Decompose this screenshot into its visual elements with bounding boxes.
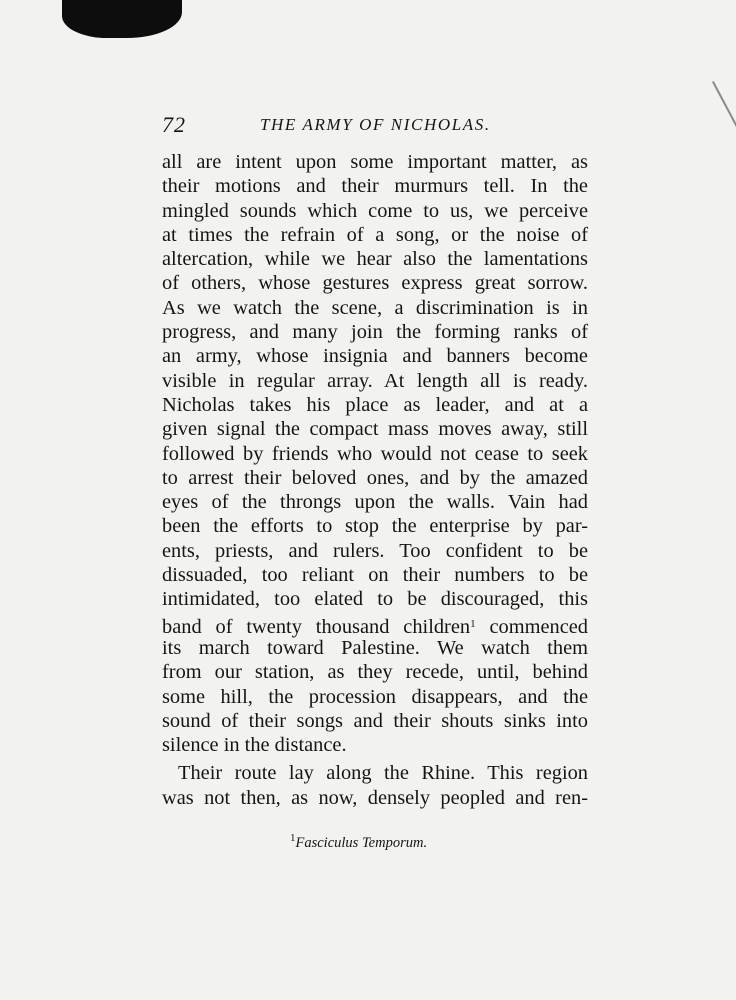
footnote-reference: 1: [470, 617, 476, 630]
ink-blot-drip: [92, 20, 132, 38]
footnote: [290, 832, 427, 852]
text-line: given signal the compact mass moves away, still: [162, 418, 588, 441]
text-line: Nicholas takes his place as leader, and at a: [162, 393, 588, 416]
page-number: 72: [162, 112, 186, 137]
text-line: at times the refrain of a song, or the noise of: [162, 223, 588, 246]
text-line: Their route lay along the Rhine. This region: [178, 762, 588, 785]
text-line: dissuaded, too reliant on their numbers to be: [162, 564, 588, 587]
text-line: its march toward Palestine. We watch them: [162, 636, 588, 659]
text-segment: commenced: [475, 615, 588, 638]
page-header: [162, 112, 590, 142]
text-line: an army, whose insignia and banners become: [162, 345, 588, 368]
text-line: mingled sounds which come to us, we perceive: [162, 199, 588, 222]
page-edge-mark: [712, 81, 736, 144]
text-line: their motions and their murmurs tell. In the: [162, 175, 588, 198]
text-line: some hill, the procession disappears, and the: [162, 685, 588, 708]
body-text: [162, 150, 588, 810]
text-line-with-footnote-ref: [162, 612, 588, 636]
text-line: of others, whose gestures express great sorrow.: [162, 272, 588, 295]
text-line: altercation, while we hear also the lamentations: [162, 248, 588, 271]
text-line: visible in regular array. At length all is ready.: [162, 369, 588, 392]
running-head: THE ARMY OF NICHOLAS.: [260, 115, 491, 134]
text-line: was not then, as now, densely peopled and ren-: [162, 786, 588, 809]
text-line: progress, and many join the forming ranks of: [162, 321, 588, 344]
text-line: intimidated, too elated to be discouraged, this: [162, 588, 588, 611]
text-line: from our station, as they recede, until, behind: [162, 661, 588, 684]
text-line: to arrest their beloved ones, and by the amazed: [162, 466, 588, 489]
text-line: followed by friends who would not cease to seek: [162, 442, 588, 465]
footnote-text: Fasciculus Temporum.: [295, 835, 428, 851]
text-line: silence in the distance.: [162, 734, 347, 757]
text-line: sound of their songs and their shouts sinks into: [162, 709, 588, 732]
footnote-marker: 1: [290, 832, 296, 844]
text-line: As we watch the scene, a discrimination is in: [162, 296, 588, 319]
text-segment: band of twenty thousand children: [162, 615, 471, 638]
text-line: ents, priests, and rulers. Too confident to be: [162, 539, 588, 562]
text-line: eyes of the throngs upon the walls. Vain had: [162, 491, 588, 514]
text-line: been the efforts to stop the enterprise by par-: [162, 515, 588, 538]
text-line: all are intent upon some important matter, as: [162, 151, 588, 173]
